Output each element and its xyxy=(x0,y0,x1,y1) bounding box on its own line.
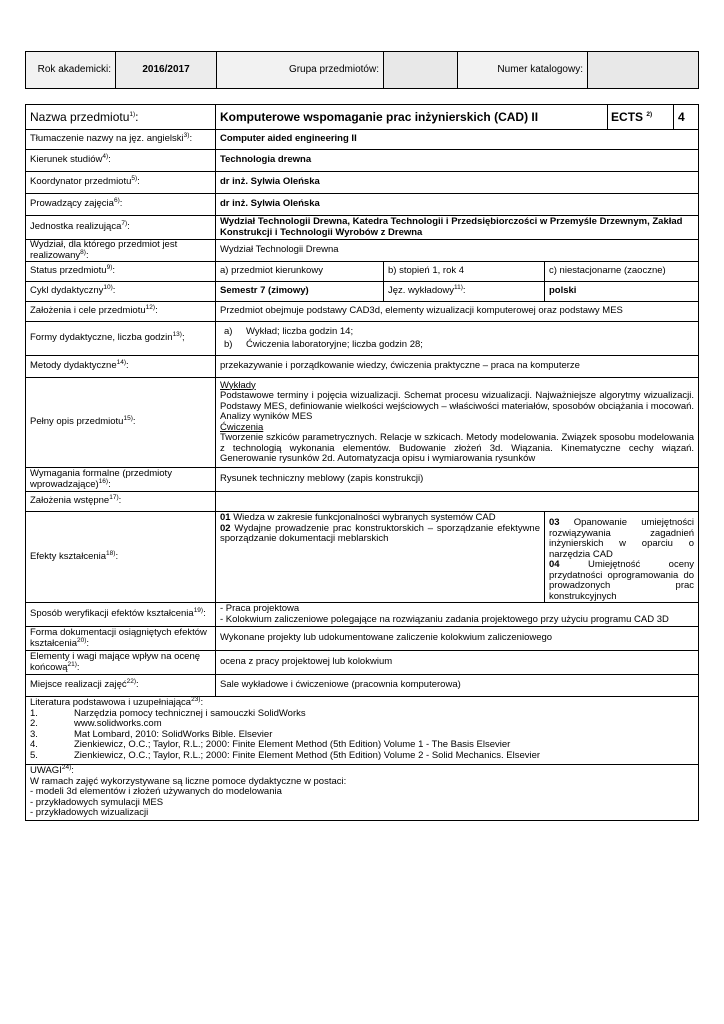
formy-item: b) Ćwiczenia laboratoryjne; liczba godzin 28; xyxy=(224,339,423,350)
nazwa-label: Nazwa przedmiotu$^{1)}$: xyxy=(26,105,216,130)
grupa-przedmiotow-label: Grupa przedmiotów: xyxy=(217,52,384,89)
wymagania-value: Rysunek techniczny meblowy (zapis konstrukcji) xyxy=(216,468,699,492)
literatura-item: 2. www.solidworks.com xyxy=(30,718,162,729)
sposob-line: - Kolokwium zaliczeniowe polegające na rozwiązaniu zadania projektowego przy użyciu programu CAD 3D xyxy=(220,613,669,625)
elementy-label: Elementy i wagi mające wpływ na ocenę końcową$^{21)}$: xyxy=(26,651,216,675)
miejsce-label: Miejsce realizacji zajęć$^{22)}$: xyxy=(26,675,216,697)
jezyk-value: polski xyxy=(545,282,699,302)
prowadzacy-label: Prowadzący zajęcia$^{6)}$: xyxy=(26,194,216,216)
opis-wyklady-text: Podstawowe terminy i pojęcia wizualizacji. Schemat procesu wizualizacji. Najważniejsze algorytmy wizualizacji. Podstawy MES, definiowanie wielkości wejściowych – właściwości materiałów, sposobów obciążania i mocowań. Analizy wyników MES xyxy=(220,390,695,422)
rok-akademicki-label: Rok akademicki: xyxy=(26,52,116,89)
literatura-cell xyxy=(26,697,699,765)
status-a: a) przedmiot kierunkowy xyxy=(216,262,384,282)
wydzial-value: Wydział Technologii Drewna xyxy=(216,240,699,262)
cykl-value: Semestr 7 (zimowy) xyxy=(216,282,384,302)
wstepne-value xyxy=(216,492,699,512)
efekt-03: 03 Opanowanie umiejętności rozwiązywania zagadnień inżynierskich w oparciu o narzędzia CAD xyxy=(549,517,695,560)
kierunek-label: Kierunek studiów$^{4)}$: xyxy=(26,150,216,172)
header-table xyxy=(25,51,699,89)
nazwa-value: Komputerowe wspomaganie prac inżynierskich (CAD) II xyxy=(216,105,608,130)
efekt-01: 01 Wiedza w zakresie funkcjonalności wybranych systemów CAD xyxy=(220,512,496,523)
uwagi-line: - przykładowych wizualizacji xyxy=(30,807,149,818)
ects-value: 4 xyxy=(678,109,685,124)
formy-value xyxy=(216,322,699,356)
rok-akademicki-value: 2016/2017 xyxy=(116,52,217,89)
sposob-label: Sposób weryfikacji efektów kształcenia$^{19)}$: xyxy=(26,603,216,627)
cykl-label: Cykl dydaktyczny$^{10)}$: xyxy=(26,282,216,302)
formy-item: a) Wykład; liczba godzin 14; xyxy=(224,325,354,337)
kierunek-value: Technologia drewna xyxy=(216,150,699,172)
zalozenia-label: Założenia i cele przedmiotu$^{12)}$: xyxy=(26,302,216,322)
jednostka-label: Jednostka realizująca$^{7)}$: xyxy=(26,216,216,240)
literatura-item: 5. Zienkiewicz, O.C.; Taylor, R.L.; 2000: Finite Element Method (5th Edition) Volume 2 - Solid Mechanics. Elsevier xyxy=(30,749,541,761)
wymagania-label: Wymagania formalne (przedmioty wprowadzające)$^{16)}$: xyxy=(26,468,216,492)
elementy-value: ocena z pracy projektowej lub kolokwium xyxy=(216,651,699,675)
formy-label: Formy dydaktyczne, liczba godzin$^{13)}$; xyxy=(26,322,216,356)
koordynator-value: dr inż. Sylwia Oleńska xyxy=(216,172,699,194)
opis-cwiczenia-heading: Ćwiczenia xyxy=(220,421,264,433)
metody-value: przekazywanie i porządkowanie wiedzy, ćwiczenia praktyczne – praca na komputerze xyxy=(216,356,699,378)
opis-wyklady-heading: Wykłady xyxy=(220,379,256,391)
wstepne-label: Założenia wstępne$^{17)}$: xyxy=(26,492,216,512)
efekty-right xyxy=(545,512,699,603)
status-b: b) stopień 1, rok 4 xyxy=(384,262,545,282)
row-nazwa xyxy=(26,105,699,130)
uwagi-label: UWAGI$^{24)}$: xyxy=(30,763,74,776)
efekty-left xyxy=(216,512,545,603)
status-label: Status przedmiotu$^{9)}$: xyxy=(26,262,216,282)
tlumaczenie-label: Tłumaczenie nazwy na jęz. angielski$^{3)}$: xyxy=(26,130,216,150)
uwagi-cell xyxy=(26,765,699,821)
uwagi-line: W ramach zajęć wykorzystywane są liczne pomoce dydaktyczne w postaci: xyxy=(30,775,347,787)
jezyk-label: Jęz. wykładowy$^{11)}$: xyxy=(384,282,545,302)
literatura-item: 3. Mat Lombard, 2010: SolidWorks Bible. Elsevier xyxy=(30,728,273,740)
miejsce-value: Sale wykładowe i ćwiczeniowe (pracownia komputerowa) xyxy=(216,675,699,697)
sposob-line: - Praca projektowa xyxy=(220,603,300,614)
opis-label: Pełny opis przedmiotu$^{15)}$: xyxy=(26,378,216,468)
numer-katalogowy-label: Numer katalogowy: xyxy=(458,52,588,89)
zalozenia-value: Przedmiot obejmuje podstawy CAD3d, elementy wizualizacji komputerowej oraz podstawy MES xyxy=(216,302,699,322)
koordynator-label: Koordynator przedmiotu$^{5)}$: xyxy=(26,172,216,194)
uwagi-line: - modeli 3d elementów i złożeń używanych do modelowania xyxy=(30,786,282,797)
efekt-04: 04 Umiejętność oceny przydatności oprogramowania do prowadzonych prac konstrukcyjnych xyxy=(549,559,695,602)
grupa-przedmiotow-value xyxy=(384,52,458,89)
sposob-value xyxy=(216,603,699,627)
prowadzacy-value: dr inż. Sylwia Oleńska xyxy=(216,194,699,216)
literatura-label: Literatura podstawowa i uzupełniająca$^{23)}$: xyxy=(30,695,204,708)
literatura-item: 4. Zienkiewicz, O.C.; Taylor, R.L.; 2000: Finite Element Method (5th Edition) Volume 1 - The Basis Elsevier xyxy=(30,739,511,750)
metody-label: Metody dydaktyczne$^{14)}$: xyxy=(26,356,216,378)
wydzial-label: Wydział, dla którego przedmiot jest realizowany$^{8)}$: xyxy=(26,240,216,262)
forma-value: Wykonane projekty lub udokumentowane zaliczenie kolokwium zaliczeniowego xyxy=(216,627,699,651)
opis-cwiczenia-text: Tworzenie szkiców parametrycznych. Relacje w szkicach. Metody modelowania. Związek sposobu modelowania z technologią wykonania elementów. Budowanie złożeń 3d. Wiązania. Kinematyczne cechy wiązań. Generowanie rysunków 2d. Automatyzacja opisu i wymiarowania rysunków xyxy=(220,432,695,464)
jednostka-value: Wydział Technologii Drewna, Katedra Technologii i Przedsiębiorczości w Przemyśle Drzewnym, Zakład Konstrukcji i Technologii Wyrobów z Drewna xyxy=(216,216,699,240)
efekty-label: Efekty kształcenia$^{18)}$: xyxy=(26,512,216,603)
syllabus-table xyxy=(25,104,699,821)
tlumaczenie-value: Computer aided engineering II xyxy=(216,130,699,150)
status-c: c) niestacjonarne (zaoczne) xyxy=(545,262,699,282)
ects-label: ECTS $^{2)}$ xyxy=(608,105,674,129)
forma-label: Forma dokumentacji osiągniętych efektów kształcenia$^{20)}$: xyxy=(26,627,216,651)
opis-value xyxy=(216,378,699,468)
literatura-item: 1. Narzędzia pomocy technicznej i samouczki SolidWorks xyxy=(30,707,306,719)
numer-katalogowy-value xyxy=(588,52,699,89)
ects-cell xyxy=(608,105,699,130)
efekt-02: 02 Wydajne prowadzenie prac konstruktorskich – sporządzanie efektywne sporządzanie dokumentacji meblarskich xyxy=(220,522,540,544)
uwagi-line: - przykładowych symulacji MES xyxy=(30,796,164,808)
